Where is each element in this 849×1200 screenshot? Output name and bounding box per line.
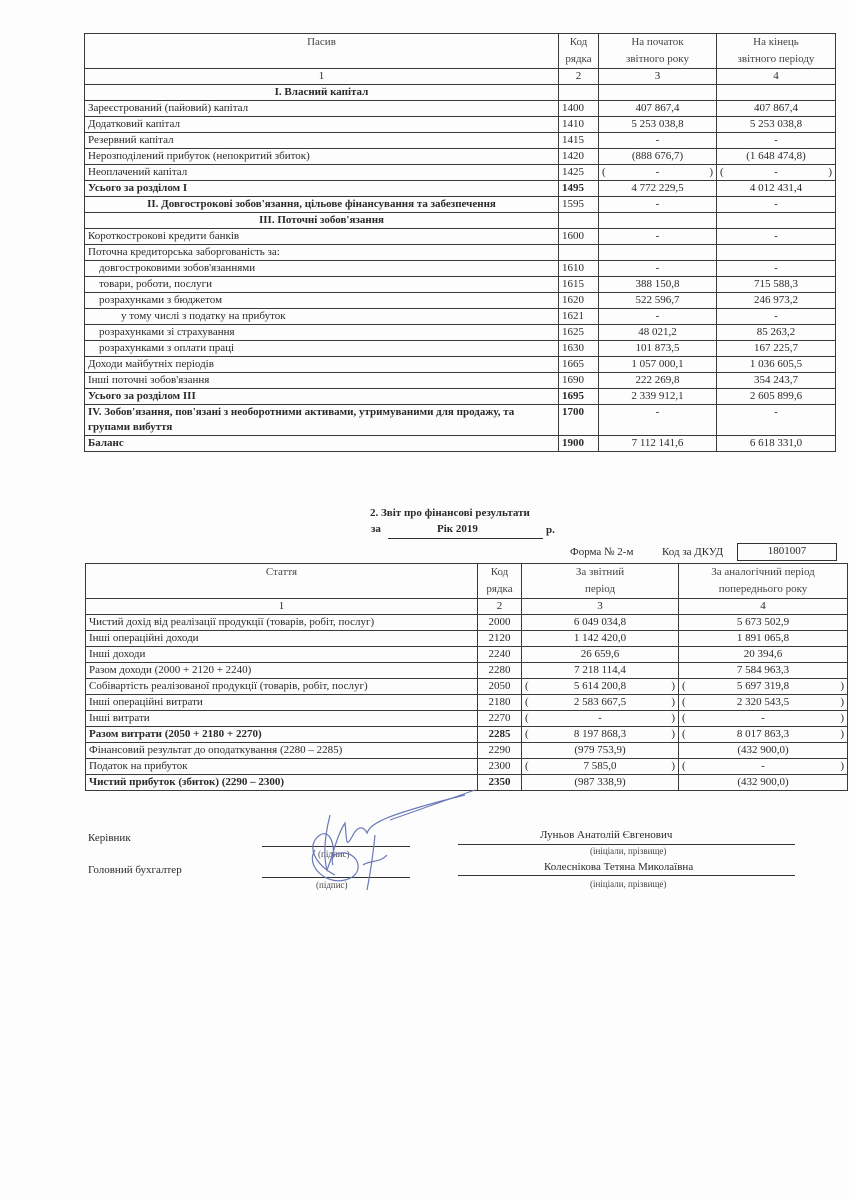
director-signature-caption: (підпис)	[318, 849, 350, 859]
value-start: 388 150,8	[599, 277, 717, 293]
row-code: 1600	[559, 229, 599, 245]
section-title: III. Поточні зобов'язання	[85, 213, 559, 229]
value-end: -	[717, 197, 836, 213]
value-end: 5 253 038,8	[717, 117, 836, 133]
row-code: 1625	[559, 325, 599, 341]
row-label: Інші доходи	[86, 647, 478, 663]
column-number-row	[86, 599, 848, 615]
value-start: ( - )	[599, 165, 717, 181]
table-row	[86, 759, 848, 775]
dkud-code-box: 1801007	[737, 543, 837, 561]
value-previous: ( 8 017 863,3 )	[679, 727, 848, 743]
col-num: 4	[679, 599, 848, 615]
table-row	[85, 309, 836, 325]
subtotal-row	[86, 727, 848, 743]
value-start: 4 772 229,5	[599, 181, 717, 197]
table-row	[85, 261, 836, 277]
row-label: Податок на прибуток	[86, 759, 478, 775]
value-current: ( - )	[522, 711, 679, 727]
value-start: 1 057 000,1	[599, 357, 717, 373]
row-code: 1400	[559, 101, 599, 117]
table-row	[85, 117, 836, 133]
value-current: 7 218 114,4	[522, 663, 679, 679]
value-current: ( 5 614 200,8 )	[522, 679, 679, 695]
value-previous: ( - )	[679, 711, 848, 727]
row-label: Собівартість реалізованої продукції (товарів, робіт, послуг)	[86, 679, 478, 695]
value-previous: 5 673 502,9	[679, 615, 848, 631]
table-row	[85, 133, 836, 149]
row-code	[559, 245, 599, 261]
table-row	[85, 229, 836, 245]
header-current-period: За звітний період	[522, 564, 679, 599]
handwritten-signature-icon	[275, 785, 475, 895]
value-start	[599, 245, 717, 261]
col-num: 2	[559, 69, 599, 85]
row-code: 1610	[559, 261, 599, 277]
section-heading-row	[85, 85, 836, 101]
value-end: -	[717, 133, 836, 149]
value-start: 101 873,5	[599, 341, 717, 357]
accountant-name: Колеснікова Тетяна Миколаївна	[544, 861, 694, 873]
row-code: 1415	[559, 133, 599, 149]
value-current: 1 142 420,0	[522, 631, 679, 647]
value-previous: (432 900,0)	[679, 775, 848, 791]
header-end-of-period: На кінець звітного періоду	[717, 34, 836, 69]
subtotal-row	[85, 389, 836, 405]
income-statement-title: 2. Звіт про фінансові результати	[370, 507, 530, 519]
row-label: Зареєстрований (пайовий) капітал	[85, 101, 559, 117]
row-code: 2120	[478, 631, 522, 647]
section-title: II. Довгострокові зобов'язання, цільове фінансування та забезпечення	[85, 197, 559, 213]
value-end: -	[717, 229, 836, 245]
accountant-label: Головний бухгалтер	[88, 864, 182, 876]
section-heading-row	[85, 213, 836, 229]
value-end: 6 618 331,0	[717, 436, 836, 452]
income-statement-table	[85, 563, 848, 791]
col-num: 3	[599, 69, 717, 85]
value-end: ( - )	[717, 165, 836, 181]
col-num: 4	[717, 69, 836, 85]
row-code: 2350	[478, 775, 522, 791]
row-code: 2280	[478, 663, 522, 679]
value-start: 222 269,8	[599, 373, 717, 389]
row-label: Інші операційні доходи	[86, 631, 478, 647]
table-row	[85, 101, 836, 117]
row-label: Неоплачений капітал	[85, 165, 559, 181]
value-end: (1 648 474,8)	[717, 149, 836, 165]
value-start: -	[599, 261, 717, 277]
value-end	[717, 245, 836, 261]
period-prefix: за	[371, 523, 381, 535]
value-start: 7 112 141,6	[599, 436, 717, 452]
row-label: Короткострокові кредити банків	[85, 229, 559, 245]
value-current: ( 8 197 868,3 )	[522, 727, 679, 743]
value-end: 715 588,3	[717, 277, 836, 293]
period-value: Рік 2019	[437, 523, 478, 535]
accountant-signature-caption: (підпис)	[316, 880, 348, 890]
row-label: Чистий прибуток (збиток) (2290 – 2300)	[86, 775, 478, 791]
row-code	[559, 85, 599, 101]
value-end: -	[717, 405, 836, 436]
row-label: розрахунками з бюджетом	[85, 293, 559, 309]
value-end: 1 036 605,5	[717, 357, 836, 373]
table-row	[85, 325, 836, 341]
col-num: 2	[478, 599, 522, 615]
value-end: 167 225,7	[717, 341, 836, 357]
value-current: (987 338,9)	[522, 775, 679, 791]
value-start: -	[599, 405, 717, 436]
row-label: довгостроковими зобов'язаннями	[85, 261, 559, 277]
value-current: 26 659,6	[522, 647, 679, 663]
row-label: Доходи майбутніх періодів	[85, 357, 559, 373]
row-label: розрахунками зі страхування	[85, 325, 559, 341]
value-start: -	[599, 133, 717, 149]
row-label: Чистий дохід від реалізації продукції (товарів, робіт, послуг)	[86, 615, 478, 631]
table-row	[86, 663, 848, 679]
value-start: -	[599, 229, 717, 245]
row-code: 1690	[559, 373, 599, 389]
value-start	[599, 85, 717, 101]
value-current: ( 7 585,0 )	[522, 759, 679, 775]
value-previous: 20 394,6	[679, 647, 848, 663]
table-row	[86, 647, 848, 663]
row-label: Фінансовий результат до оподаткування (2280 – 2285)	[86, 743, 478, 759]
col-num: 1	[86, 599, 478, 615]
value-previous: ( 5 697 319,8 )	[679, 679, 848, 695]
col-num: 1	[85, 69, 559, 85]
row-code: 1621	[559, 309, 599, 325]
header-start-of-year: На початок звітного року	[599, 34, 717, 69]
value-current: 6 049 034,8	[522, 615, 679, 631]
row-code: 1695	[559, 389, 599, 405]
row-code: 2285	[478, 727, 522, 743]
value-end: 85 263,2	[717, 325, 836, 341]
value-end: -	[717, 309, 836, 325]
col-num: 3	[522, 599, 679, 615]
value-end: -	[717, 261, 836, 277]
column-number-row	[85, 69, 836, 85]
table-row	[85, 277, 836, 293]
value-current: (979 753,9)	[522, 743, 679, 759]
table-header-row	[86, 564, 848, 599]
row-code: 1900	[559, 436, 599, 452]
row-label: Поточна кредиторська заборгованість за:	[85, 245, 559, 261]
form-label: Форма № 2-м	[570, 546, 634, 558]
value-previous: ( - )	[679, 759, 848, 775]
table-row	[86, 631, 848, 647]
dkud-label: Код за ДКУД	[662, 546, 724, 558]
table-row	[85, 373, 836, 389]
table-row	[86, 679, 848, 695]
header-code: Код рядка	[478, 564, 522, 599]
header-code: Код рядка	[559, 34, 599, 69]
director-label: Керівник	[88, 832, 131, 844]
row-label: Нерозподілений прибуток (непокритий збиток)	[85, 149, 559, 165]
row-code: 1615	[559, 277, 599, 293]
value-end: 246 973,2	[717, 293, 836, 309]
accountant-name-caption: (ініціали, прізвище)	[590, 879, 667, 889]
table-row	[85, 357, 836, 373]
period-suffix: р.	[546, 524, 555, 536]
row-code: 2050	[478, 679, 522, 695]
row-code: 2000	[478, 615, 522, 631]
value-end: 407 867,4	[717, 101, 836, 117]
value-start: 522 596,7	[599, 293, 717, 309]
table-row	[85, 341, 836, 357]
row-code: 2240	[478, 647, 522, 663]
header-previous-period: За аналогічний період попереднього року	[679, 564, 848, 599]
section-heading-row	[85, 405, 836, 436]
table-row	[86, 615, 848, 631]
row-code: 1495	[559, 181, 599, 197]
row-code: 1665	[559, 357, 599, 373]
header-article: Стаття	[86, 564, 478, 599]
section-title: I. Власний капітал	[85, 85, 559, 101]
value-start: (888 676,7)	[599, 149, 717, 165]
row-code: 2300	[478, 759, 522, 775]
row-code	[559, 213, 599, 229]
value-start: -	[599, 309, 717, 325]
table-row	[86, 743, 848, 759]
row-label: Разом витрати (2050 + 2180 + 2270)	[86, 727, 478, 743]
value-start: -	[599, 197, 717, 213]
row-code: 1630	[559, 341, 599, 357]
value-previous: ( 2 320 543,5 )	[679, 695, 848, 711]
value-start: 407 867,4	[599, 101, 717, 117]
row-label: товари, роботи, послуги	[85, 277, 559, 293]
table-row	[86, 695, 848, 711]
row-label: Додатковий капітал	[85, 117, 559, 133]
subtotal-row	[85, 181, 836, 197]
section-title: IV. Зобов'язання, пов'язані з необоротними активами, утримуваними для продажу, та групами вибуття	[85, 405, 559, 436]
row-code: 1425	[559, 165, 599, 181]
row-label: Резервний капітал	[85, 133, 559, 149]
row-label: Усього за розділом I	[85, 181, 559, 197]
row-label: розрахунками з оплати праці	[85, 341, 559, 357]
row-code: 1700	[559, 405, 599, 436]
table-header-row	[85, 34, 836, 69]
row-code: 2180	[478, 695, 522, 711]
value-end	[717, 85, 836, 101]
value-end	[717, 213, 836, 229]
table-row	[85, 149, 836, 165]
value-previous: 1 891 065,8	[679, 631, 848, 647]
row-label: Баланс	[85, 436, 559, 452]
balance-total-row	[85, 436, 836, 452]
value-end: 354 243,7	[717, 373, 836, 389]
row-code: 1595	[559, 197, 599, 213]
row-code: 2270	[478, 711, 522, 727]
value-previous: (432 900,0)	[679, 743, 848, 759]
row-code: 1410	[559, 117, 599, 133]
value-current: ( 2 583 667,5 )	[522, 695, 679, 711]
director-name-caption: (ініціали, прізвище)	[590, 846, 667, 856]
value-start: 5 253 038,8	[599, 117, 717, 133]
row-code: 2290	[478, 743, 522, 759]
value-previous: 7 584 963,3	[679, 663, 848, 679]
row-label: Усього за розділом III	[85, 389, 559, 405]
table-row	[85, 293, 836, 309]
row-label: Інші витрати	[86, 711, 478, 727]
row-label: Інші операційні витрати	[86, 695, 478, 711]
value-end: 4 012 431,4	[717, 181, 836, 197]
row-label: Разом доходи (2000 + 2120 + 2240)	[86, 663, 478, 679]
value-start	[599, 213, 717, 229]
row-code: 1420	[559, 149, 599, 165]
row-code: 1620	[559, 293, 599, 309]
balance-sheet-liabilities-table	[84, 33, 836, 452]
row-label: Інші поточні зобов'язання	[85, 373, 559, 389]
table-row	[86, 711, 848, 727]
table-row	[85, 165, 836, 181]
director-name: Луньов Анатолій Євгенович	[540, 829, 673, 841]
value-start: 48 021,2	[599, 325, 717, 341]
value-start: 2 339 912,1	[599, 389, 717, 405]
row-label: у тому числі з податку на прибуток	[85, 309, 559, 325]
value-end: 2 605 899,6	[717, 389, 836, 405]
section-heading-row	[85, 197, 836, 213]
table-row	[85, 245, 836, 261]
header-passive: Пасив	[85, 34, 559, 69]
